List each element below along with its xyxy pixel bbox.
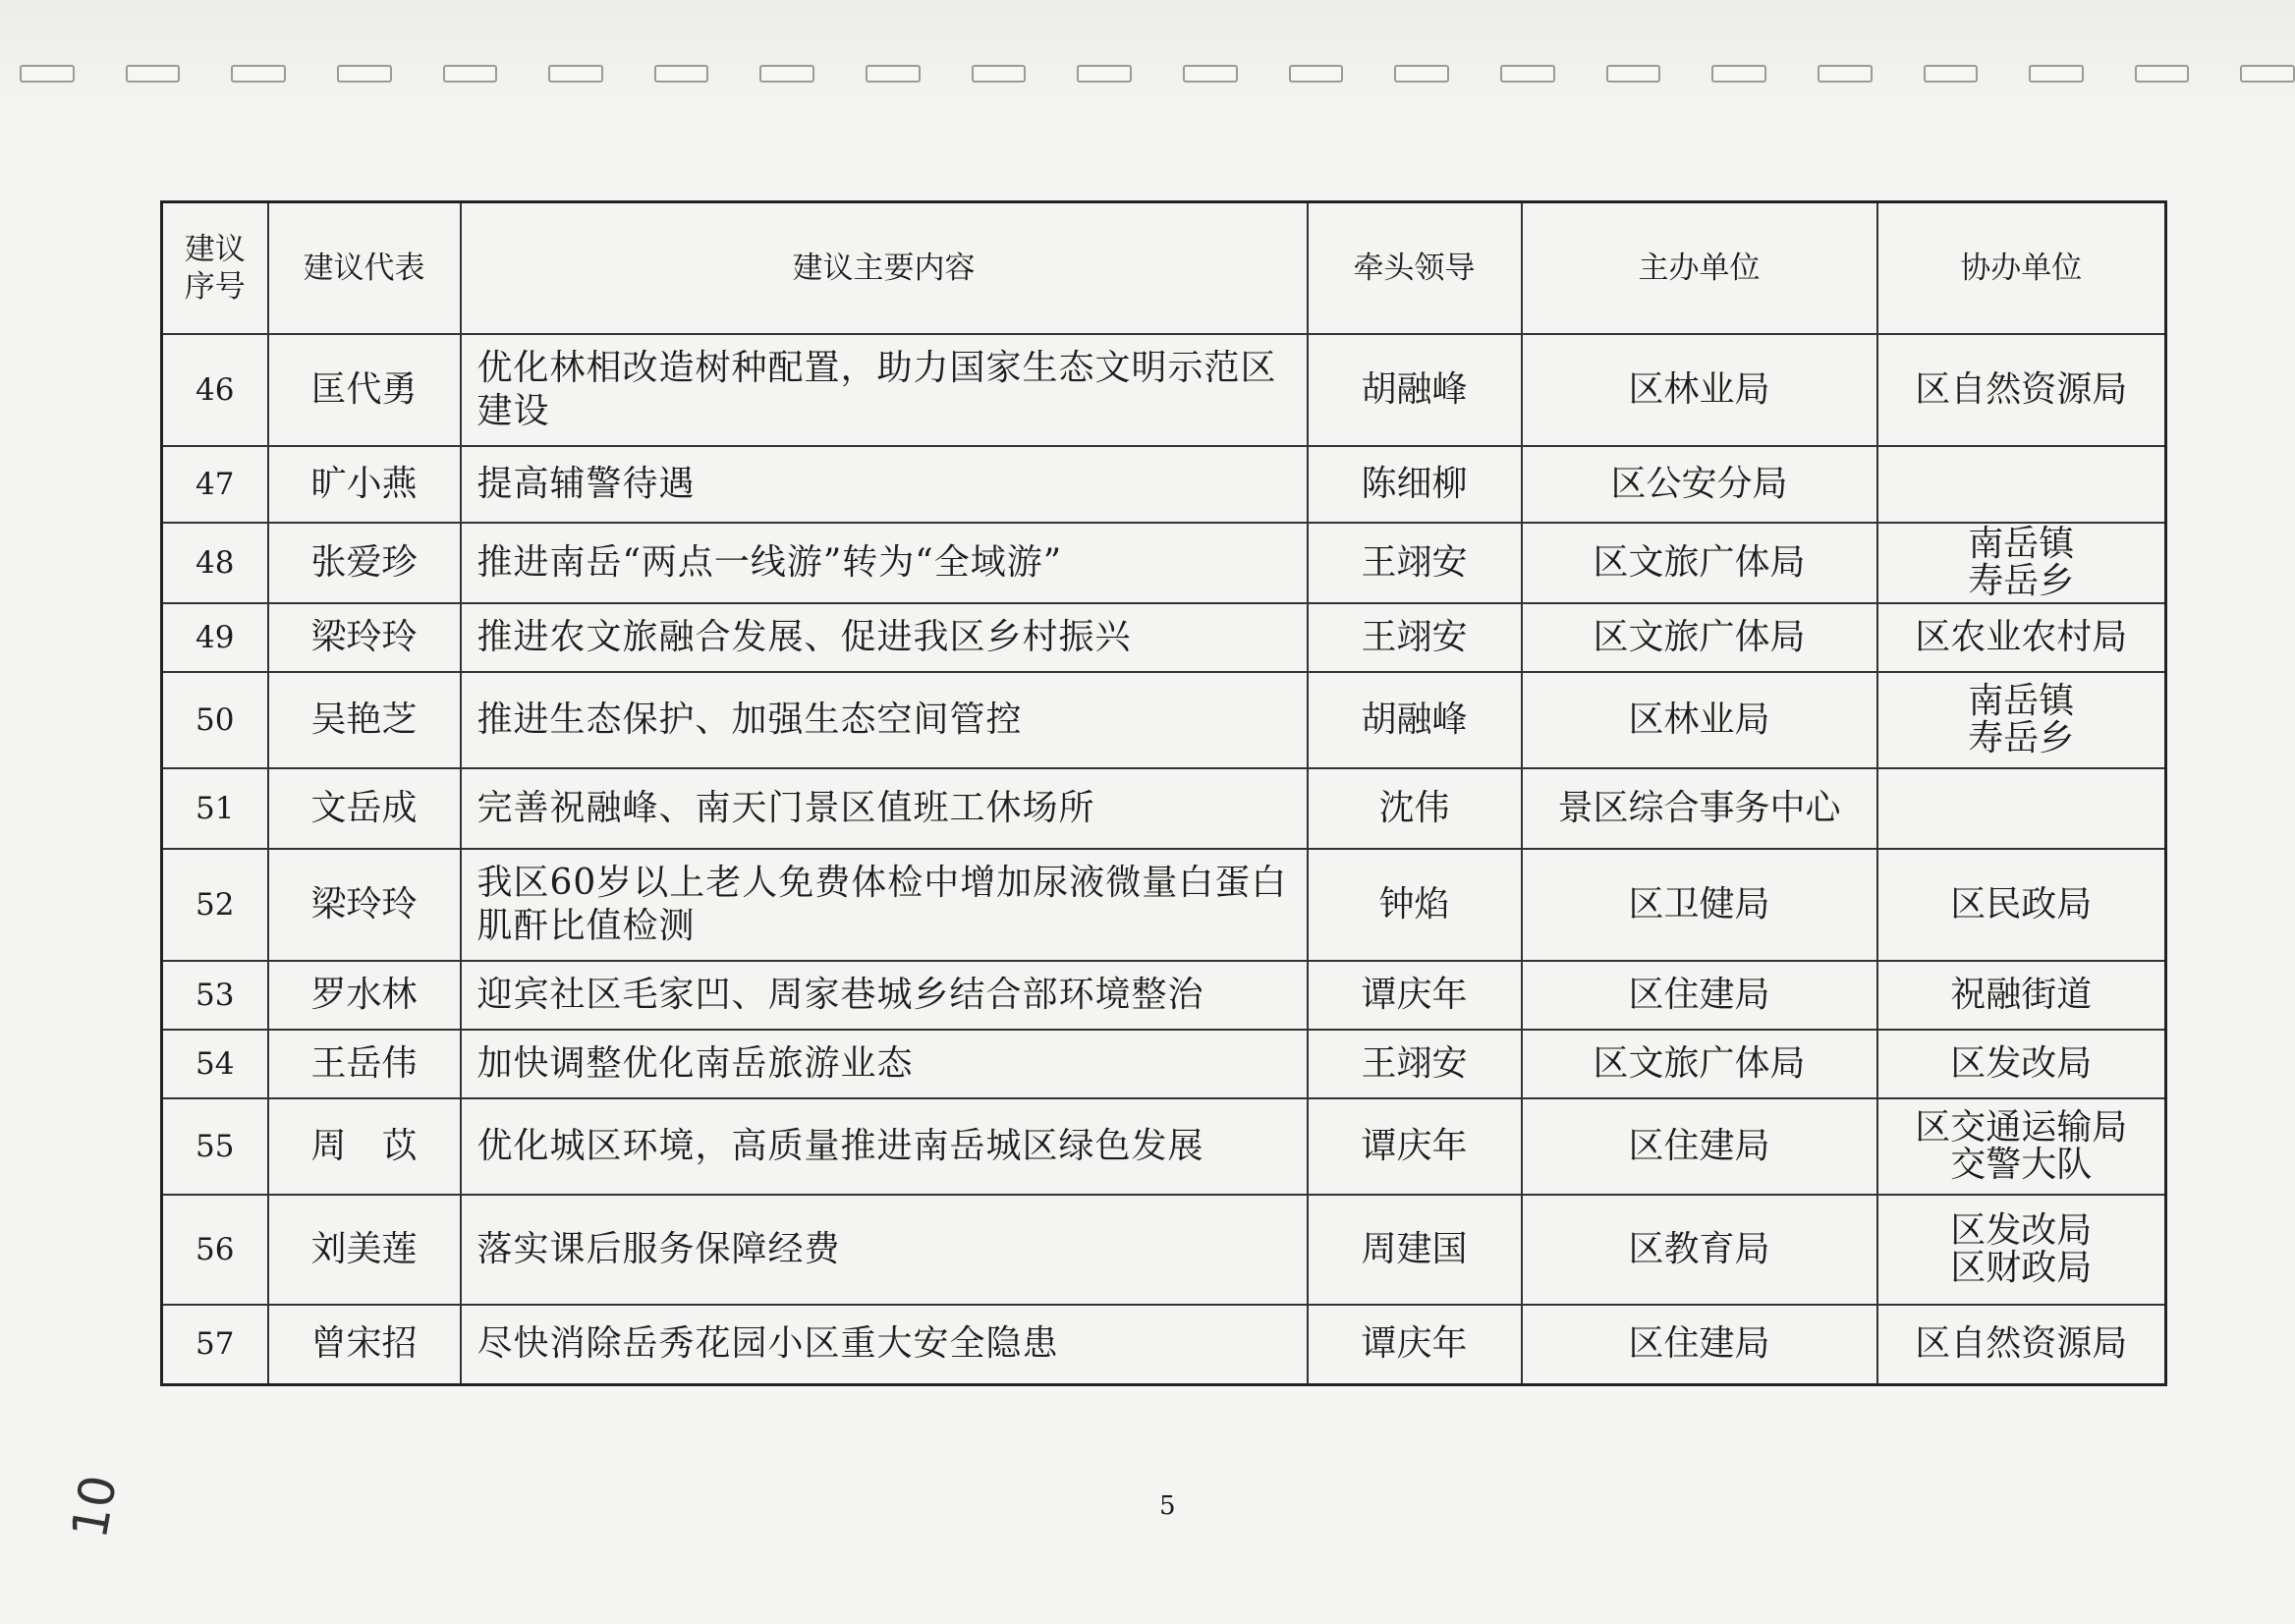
suggestion-no-cell: 51	[162, 768, 268, 849]
suggestion-no-cell: 54	[162, 1030, 268, 1098]
representative-cell: 梁玲玲	[268, 849, 461, 961]
table-row	[162, 446, 2166, 523]
content-cell: 优化林相改造树种配置，助力国家生态文明示范区建设	[461, 334, 1308, 446]
co-unit-name: 区自然资源局	[1915, 368, 2128, 410]
header-suggestion-no: 建议序号	[162, 202, 268, 334]
host-unit-cell: 区文旅广体局	[1522, 603, 1877, 672]
suggestion-no-cell: 48	[162, 523, 268, 603]
suggestion-no-cell: 52	[162, 849, 268, 961]
handwritten-note: 10	[61, 1471, 129, 1543]
representative-cell: 曾宋招	[268, 1305, 461, 1385]
content-cell: 落实课后服务保障经费	[461, 1195, 1308, 1305]
co-unit-name: 区交通运输局	[1915, 1106, 2128, 1148]
host-unit-cell: 区公安分局	[1522, 446, 1877, 523]
host-unit-cell: 区文旅广体局	[1522, 1030, 1877, 1098]
lead-leader-cell: 沈伟	[1308, 768, 1522, 849]
co-unit-name: 区民政局	[1950, 883, 2093, 924]
suggestion-no-cell: 55	[162, 1098, 268, 1195]
representative-cell: 周 苡	[268, 1098, 461, 1195]
punch-hole	[1500, 65, 1555, 83]
table-row	[162, 961, 2166, 1030]
lead-leader-cell: 谭庆年	[1308, 1305, 1522, 1385]
punch-hole	[1818, 65, 1873, 83]
suggestion-no-cell: 53	[162, 961, 268, 1030]
suggestion-no-cell: 46	[162, 334, 268, 446]
lead-leader-cell: 钟焰	[1308, 849, 1522, 961]
content-cell: 尽快消除岳秀花园小区重大安全隐患	[461, 1305, 1308, 1385]
co-unit-cell	[1877, 1030, 2166, 1098]
table-row	[162, 672, 2166, 768]
punch-hole	[443, 65, 498, 83]
header-lead-leader: 牵头领导	[1308, 202, 1522, 334]
punch-hole	[759, 65, 814, 83]
content-cell: 推进农文旅融合发展、促进我区乡村振兴	[461, 603, 1308, 672]
table-row	[162, 849, 2166, 961]
content-cell: 迎宾社区毛家凹、周家巷城乡结合部环境整治	[461, 961, 1308, 1030]
co-unit-name: 祝融街道	[1950, 974, 2093, 1015]
co-unit-name: 区发改局	[1950, 1209, 2093, 1251]
lead-leader-cell: 谭庆年	[1308, 961, 1522, 1030]
punch-holes	[0, 65, 2295, 86]
page-number: 5	[1159, 1491, 1176, 1521]
punch-hole	[126, 65, 181, 83]
host-unit-cell: 区文旅广体局	[1522, 523, 1877, 603]
punch-hole	[866, 65, 921, 83]
punch-hole	[20, 65, 75, 83]
co-unit-cell	[1877, 1195, 2166, 1305]
host-unit-cell: 区住建局	[1522, 961, 1877, 1030]
header-co-unit: 协办单位	[1877, 202, 2166, 334]
co-unit-name: 寿岳乡	[1968, 560, 2075, 601]
lead-leader-cell: 周建国	[1308, 1195, 1522, 1305]
table-row	[162, 1195, 2166, 1305]
host-unit-cell: 区教育局	[1522, 1195, 1877, 1305]
table-header-row	[162, 202, 2166, 334]
lead-leader-cell: 王翊安	[1308, 1030, 1522, 1098]
representative-cell: 刘美莲	[268, 1195, 461, 1305]
co-unit-name: 交警大队	[1950, 1144, 2093, 1185]
co-unit-name: 区发改局	[1950, 1042, 2093, 1084]
representative-cell: 文岳成	[268, 768, 461, 849]
content-cell: 完善祝融峰、南天门景区值班工休场所	[461, 768, 1308, 849]
suggestion-no-cell: 49	[162, 603, 268, 672]
co-unit-cell	[1877, 603, 2166, 672]
content-cell: 推进南岳“两点一线游”转为“全域游”	[461, 523, 1308, 603]
host-unit-cell: 区林业局	[1522, 334, 1877, 446]
punch-hole	[1394, 65, 1449, 83]
content-cell: 提高辅警待遇	[461, 446, 1308, 523]
table-row	[162, 1098, 2166, 1195]
co-unit-cell	[1877, 849, 2166, 961]
lead-leader-cell: 胡融峰	[1308, 672, 1522, 768]
punch-hole	[1289, 65, 1344, 83]
table-row	[162, 603, 2166, 672]
punch-hole	[1606, 65, 1661, 83]
co-unit-name: 寿岳乡	[1968, 717, 2075, 758]
punch-hole	[231, 65, 286, 83]
content-cell: 优化城区环境，高质量推进南岳城区绿色发展	[461, 1098, 1308, 1195]
host-unit-cell: 景区综合事务中心	[1522, 768, 1877, 849]
table-row	[162, 523, 2166, 603]
representative-cell: 王岳伟	[268, 1030, 461, 1098]
punch-hole	[1711, 65, 1766, 83]
host-unit-cell: 区林业局	[1522, 672, 1877, 768]
representative-cell: 罗水林	[268, 961, 461, 1030]
representative-cell: 张爱珍	[268, 523, 461, 603]
co-unit-name: 南岳镇	[1968, 680, 2075, 721]
punch-hole	[1077, 65, 1132, 83]
co-unit-cell	[1877, 446, 2166, 523]
co-unit-cell	[1877, 334, 2166, 446]
representative-cell: 吴艳芝	[268, 672, 461, 768]
co-unit-name: 南岳镇	[1968, 523, 2075, 564]
suggestion-no-cell: 57	[162, 1305, 268, 1385]
punch-hole	[548, 65, 603, 83]
lead-leader-cell: 陈细柳	[1308, 446, 1522, 523]
lead-leader-cell: 王翊安	[1308, 603, 1522, 672]
representative-cell: 梁玲玲	[268, 603, 461, 672]
content-cell: 推进生态保护、加强生态空间管控	[461, 672, 1308, 768]
co-unit-cell	[1877, 768, 2166, 849]
co-unit-name: 区财政局	[1950, 1247, 2093, 1288]
lead-leader-cell: 王翊安	[1308, 523, 1522, 603]
table-row	[162, 1305, 2166, 1385]
table-row	[162, 1030, 2166, 1098]
punch-hole	[1924, 65, 1979, 83]
co-unit-cell	[1877, 1098, 2166, 1195]
co-unit-cell	[1877, 1305, 2166, 1385]
host-unit-cell: 区卫健局	[1522, 849, 1877, 961]
punch-hole	[2029, 65, 2084, 83]
punch-hole	[2135, 65, 2190, 83]
header-host-unit: 主办单位	[1522, 202, 1877, 334]
suggestion-table	[160, 200, 2167, 1386]
representative-cell: 匡代勇	[268, 334, 461, 446]
suggestion-no-cell: 50	[162, 672, 268, 768]
co-unit-name: 区农业农村局	[1915, 616, 2128, 657]
co-unit-cell	[1877, 523, 2166, 603]
punch-hole	[2240, 65, 2295, 83]
punch-hole	[1183, 65, 1238, 83]
co-unit-name: 区自然资源局	[1915, 1323, 2128, 1365]
header-representative: 建议代表	[268, 202, 461, 334]
punch-hole	[654, 65, 709, 83]
representative-cell: 旷小燕	[268, 446, 461, 523]
lead-leader-cell: 谭庆年	[1308, 1098, 1522, 1195]
table-row	[162, 334, 2166, 446]
suggestion-no-cell: 47	[162, 446, 268, 523]
host-unit-cell: 区住建局	[1522, 1305, 1877, 1385]
table-row	[162, 768, 2166, 849]
suggestion-no-cell: 56	[162, 1195, 268, 1305]
lead-leader-cell: 胡融峰	[1308, 334, 1522, 446]
co-unit-cell	[1877, 672, 2166, 768]
content-cell: 我区60岁以上老人免费体检中增加尿液微量白蛋白肌酐比值检测	[461, 849, 1308, 961]
co-unit-cell	[1877, 961, 2166, 1030]
host-unit-cell: 区住建局	[1522, 1098, 1877, 1195]
punch-hole	[972, 65, 1027, 83]
content-cell: 加快调整优化南岳旅游业态	[461, 1030, 1308, 1098]
punch-hole	[337, 65, 392, 83]
header-main-content: 建议主要内容	[461, 202, 1308, 334]
